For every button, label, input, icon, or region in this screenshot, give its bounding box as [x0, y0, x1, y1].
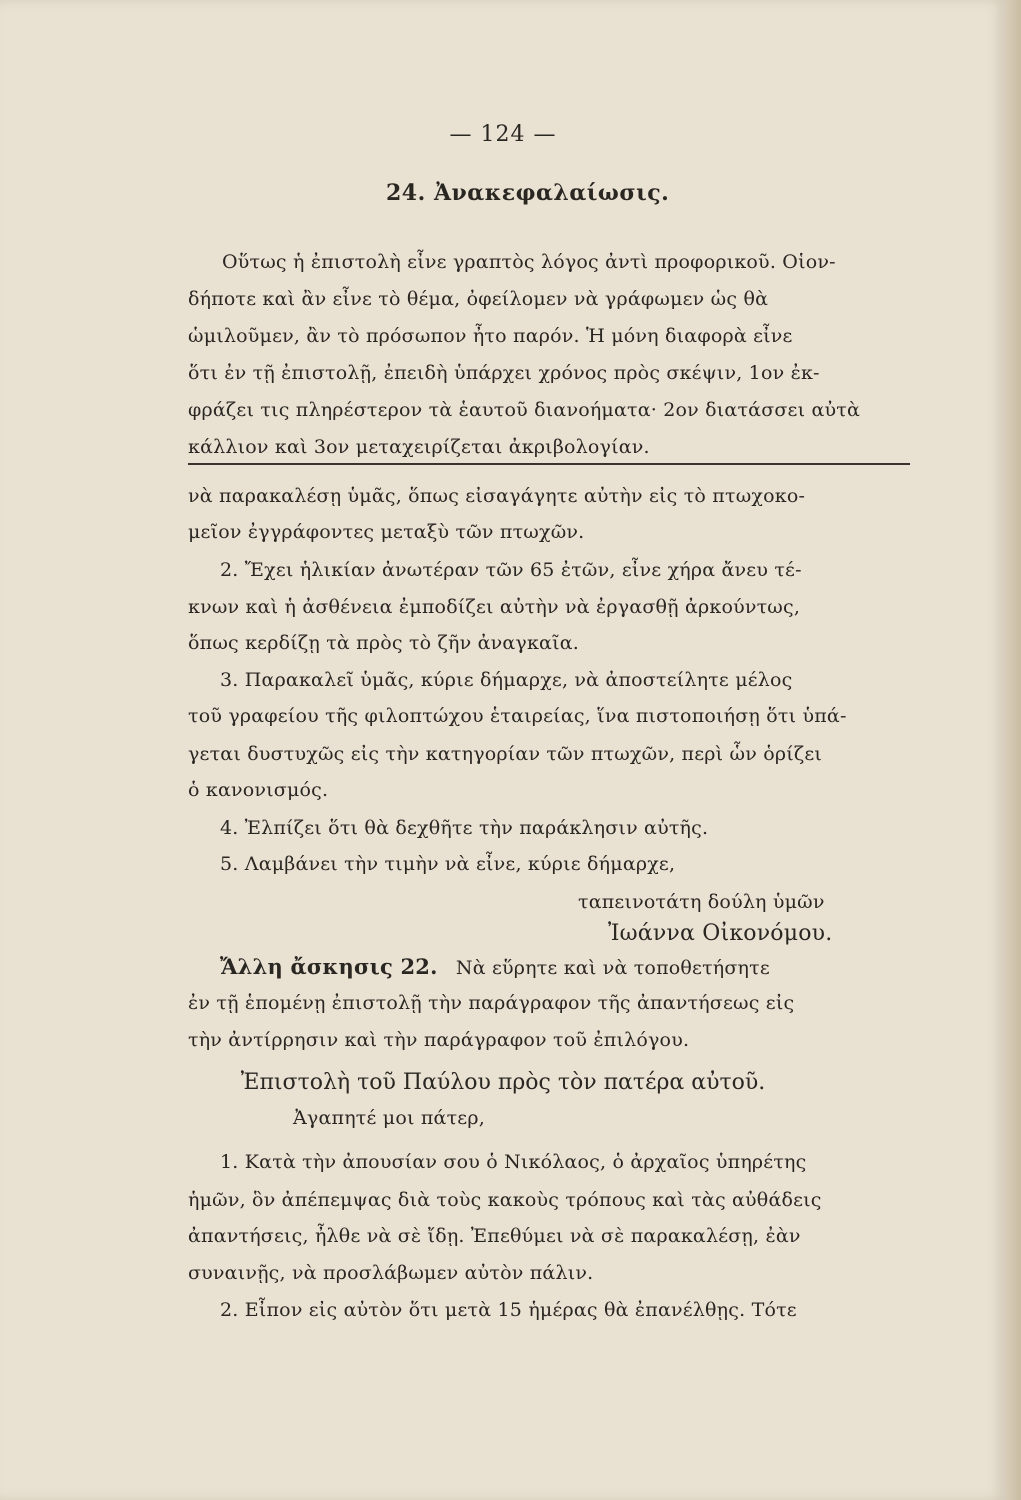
salutation: Ἀγαπητέ μοι πάτερ, — [293, 1107, 485, 1129]
letter-line: ὅπως κερδίζῃ τὰ πρὸς τὸ ζῆν ἀναγκαῖα. — [188, 632, 580, 654]
exercise-line: τὴν ἀντίρρησιν καὶ τὴν παράγραφον τοῦ ἐπιλόγου. — [188, 1029, 690, 1051]
summary-line: ὡμιλοῦμεν, ἂν τὸ πρόσωπον ἦτο παρόν. Ἡ μόνη διαφορὰ εἶνε — [188, 325, 793, 347]
letter-line: ὁ κανονισμός. — [188, 779, 329, 801]
letter-line: μεῖον ἐγγράφοντες μεταξὺ τῶν πτωχῶν. — [188, 521, 585, 543]
exercise-label: Ἄλλη ἄσκησις 22. — [220, 954, 438, 979]
letter2-line: ἀπαντήσεις, ἦλθε νὰ σὲ ἴδῃ. Ἐπεθύμει νὰ σὲ παρακαλέσῃ, ἐὰν — [188, 1225, 801, 1247]
summary-line: Οὕτως ἡ ἐπιστολὴ εἶνε γραπτὸς λόγος ἀντὶ προφορικοῦ. Οἱον- — [222, 251, 836, 273]
summary-line: φράζει τις πληρέστερον τὰ ἑαυτοῦ διανοήματα· 2ον διατάσσει αὐτὰ — [188, 399, 860, 421]
letter2-line: συναινῇς, νὰ προσλάβωμεν αὐτὸν πάλιν. — [188, 1262, 594, 1284]
letter-line: 5. Λαμβάνει τὴν τιμὴν νὰ εἶνε, κύριε δήμαρχε, — [220, 853, 676, 875]
section-number: 24. — [386, 180, 426, 206]
letter-line: 2. Ἔχει ἡλικίαν ἀνωτέραν τῶν 65 ἐτῶν, εἶνε χήρα ἄνευ τέ- — [220, 559, 802, 581]
letter-title: Ἐπιστολὴ τοῦ Παύλου πρὸς τὸν πατέρα αὐτοῦ. — [240, 1070, 766, 1095]
exercise-line: ἐν τῇ ἑπομένῃ ἐπιστολῇ τὴν παράγραφον τῆς ἀπαντήσεως εἰς — [188, 992, 795, 1014]
letter2-line: ἡμῶν, ὃν ἀπέπεμψας διὰ τοὺς κακοὺς τρόπους καὶ τὰς αὐθάδεις — [188, 1189, 822, 1211]
letter-line: γεται δυστυχῶς εἰς τὴν κατηγορίαν τῶν πτωχῶν, περὶ ὧν ὁρίζει — [188, 743, 823, 765]
letter-line: τοῦ γραφείου τῆς φιλοπτώχου ἑταιρείας, ἵνα πιστοποιήσῃ ὅτι ὑπά- — [188, 705, 847, 727]
exercise-first-line — [188, 955, 928, 980]
divider-rule — [188, 463, 910, 465]
closing-line: ταπεινοτάτη δούλη ὑμῶν — [578, 891, 825, 913]
section-heading — [386, 180, 669, 206]
page-edge — [1006, 0, 1021, 1500]
summary-line: δήποτε καὶ ἂν εἶνε τὸ θέμα, ὀφείλομεν νὰ γράφωμεν ὡς θὰ — [188, 288, 769, 310]
letter-line: 4. Ἐλπίζει ὅτι θὰ δεχθῆτε τὴν παράκλησιν αὐτῆς. — [220, 817, 709, 839]
page-number-header: — 124 — — [449, 122, 557, 147]
letter2-line: 2. Εἶπον εἰς αὐτὸν ὅτι μετὰ 15 ἡμέρας θὰ ἐπανέλθῃς. Τότε — [220, 1299, 797, 1321]
letter-line: νὰ παρακαλέσῃ ὑμᾶς, ὅπως εἰσαγάγητε αὐτὴν εἰς τὸ πτωχοκο- — [188, 485, 806, 507]
section-title: Ἀνακεφαλαίωσις. — [433, 180, 670, 206]
exercise-text: Νὰ εὕρητε καὶ νὰ τοποθετήσητε — [455, 957, 770, 979]
summary-line: ὅτι ἐν τῇ ἐπιστολῇ, ἐπειδὴ ὑπάρχει χρόνος πρὸς σκέψιν, 1ον ἐκ- — [188, 362, 820, 384]
letter-line: κνων καὶ ἡ ἀσθένεια ἐμποδίζει αὐτὴν νὰ ἐργασθῇ ἀρκούντως, — [188, 596, 801, 618]
letter-line: 3. Παρακαλεῖ ὑμᾶς, κύριε δήμαρχε, νὰ ἀποστείλητε μέλος — [220, 669, 793, 691]
signature: Ἰωάννα Οἰκονόμου. — [608, 921, 833, 946]
letter2-line: 1. Κατὰ τὴν ἀπουσίαν σου ὁ Νικόλαος, ὁ ἀρχαῖος ὑπηρέτης — [220, 1151, 807, 1173]
summary-line: κάλλιον καὶ 3ον μεταχειρίζεται ἀκριβολογίαν. — [188, 436, 650, 458]
